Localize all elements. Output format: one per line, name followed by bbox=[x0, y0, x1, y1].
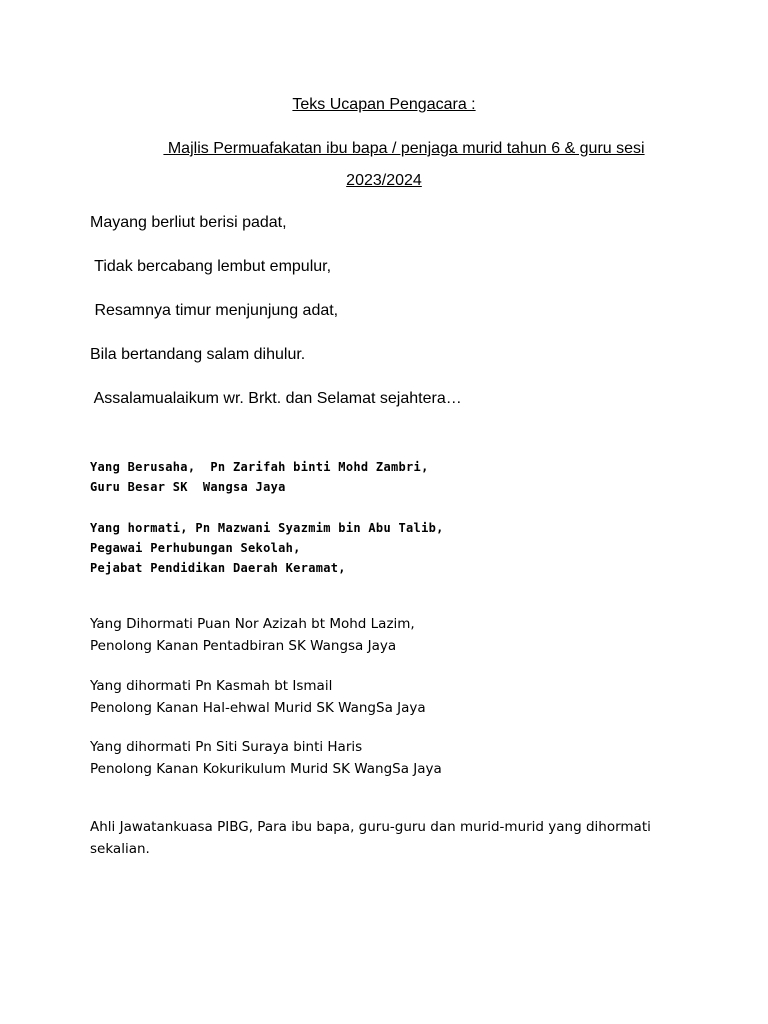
greeting-line: Pejabat Pendidikan Daerah Keramat, bbox=[90, 561, 346, 575]
greeting-line: Yang dihormati Pn Siti Suraya binti Haris bbox=[90, 739, 363, 755]
greeting-liaison-officer bbox=[90, 518, 444, 578]
subtitle-text-1: Majlis Permuafakatan ibu bapa / penjaga murid tahun 6 & guru sesi bbox=[163, 140, 645, 157]
greeting-line: Yang dihormati Pn Kasmah bt Ismail bbox=[90, 678, 333, 694]
event-title-line-2 bbox=[0, 172, 768, 190]
closing-greeting: Ahli Jawatankuasa PIBG, Para ibu bapa, guru-guru dan murid-murid yang dihormati sekalian. bbox=[90, 819, 651, 857]
greeting-pk-pentadbiran bbox=[90, 613, 415, 657]
greeting-line: Penolong Kanan Hal-ehwal Murid SK WangSa Jaya bbox=[90, 700, 426, 716]
salutation-line: Assalamualaikum wr. Brkt. dan Selamat sejahtera… bbox=[90, 390, 462, 407]
event-title-line-1 bbox=[40, 140, 768, 158]
greeting-line: Yang Berusaha, Pn Zarifah binti Mohd Zambri, bbox=[90, 460, 429, 474]
title-text: Teks Ucapan Pengacara : bbox=[292, 96, 476, 113]
subtitle-text-2: 2023/2024 bbox=[346, 172, 422, 189]
greeting-pk-hem bbox=[90, 675, 426, 719]
document-title bbox=[0, 96, 768, 114]
greeting-headmaster bbox=[90, 457, 429, 497]
greeting-line: Penolong Kanan Pentadbiran SK Wangsa Jaya bbox=[90, 638, 397, 654]
pantun-line-4: Bila bertandang salam dihulur. bbox=[90, 346, 306, 363]
greeting-line: Penolong Kanan Kokurikulum Murid SK WangSa Jaya bbox=[90, 761, 442, 777]
greeting-pk-kokurikulum bbox=[90, 736, 442, 780]
greeting-line: Pegawai Perhubungan Sekolah, bbox=[90, 541, 301, 555]
greeting-line: Guru Besar SK Wangsa Jaya bbox=[90, 480, 286, 494]
pantun-line-2: Tidak bercabang lembut empulur, bbox=[90, 258, 332, 275]
pantun-line-3: Resamnya timur menjunjung adat, bbox=[90, 302, 339, 319]
greeting-line: Yang hormati, Pn Mazwani Syazmim bin Abu Talib, bbox=[90, 521, 444, 535]
pantun-line-1: Mayang berliut berisi padat, bbox=[90, 214, 287, 231]
greeting-line: Yang Dihormati Puan Nor Azizah bt Mohd Lazim, bbox=[90, 616, 415, 632]
